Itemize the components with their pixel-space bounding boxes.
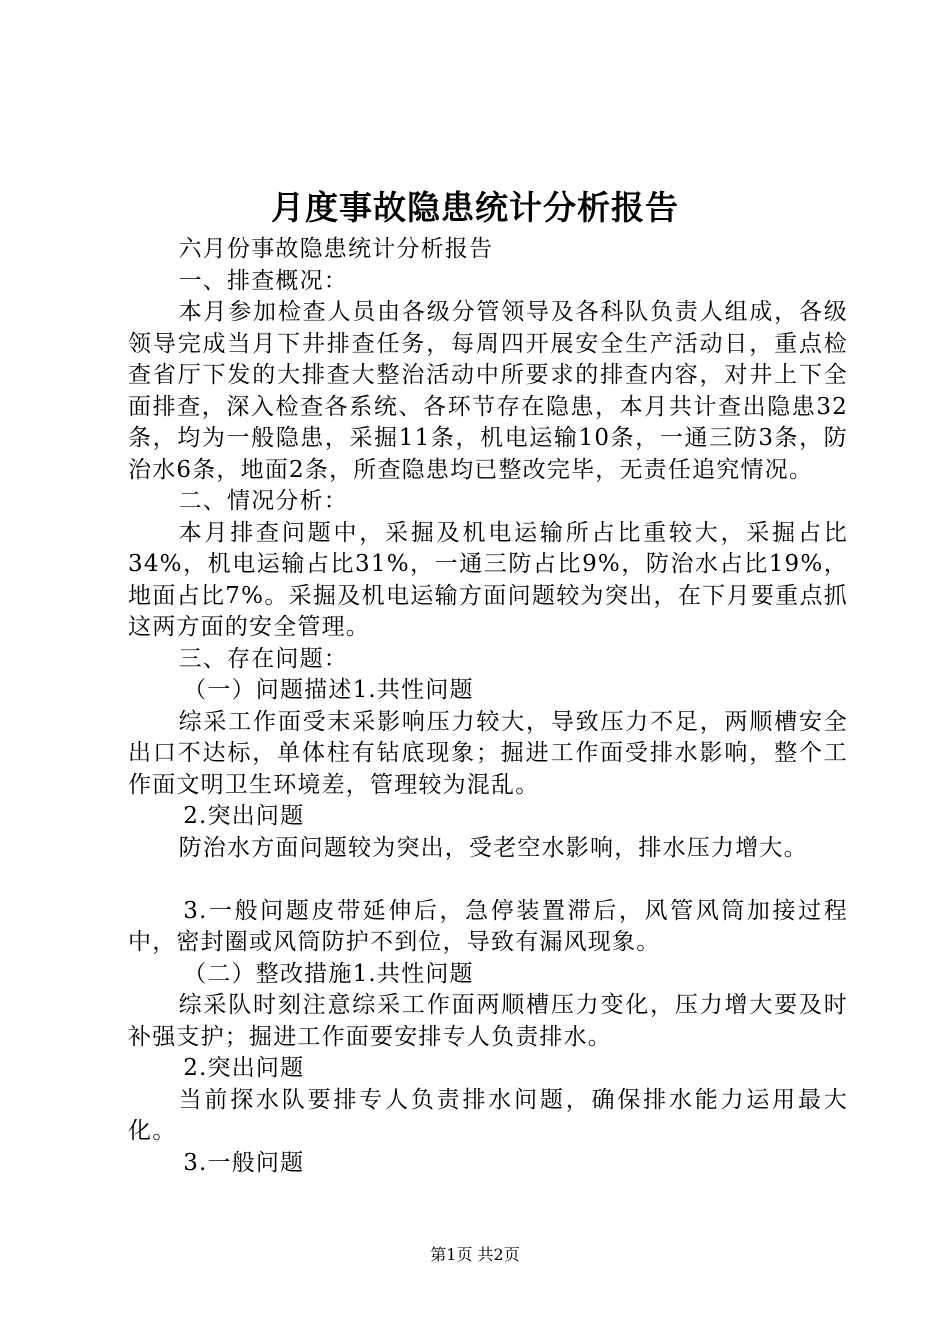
report-subtitle: 六月份事故隐患统计分析报告 [178, 236, 494, 262]
paragraph-prominent-measures: 当前探水队要排专人负责排水问题，确保排水能力运用最大化。 [128, 1086, 848, 1144]
paragraph-common-measures: 综采队时刻注意综采工作面两顺槽压力变化，压力增大要及时补强支护；掘进工作面要安排专人负责排水。 [128, 992, 848, 1050]
document-body [128, 234, 848, 1179]
paragraph-overview: 本月参加检查人员由各级分管领导及各科队负责人组成，各级领导完成当月下井排查任务，每周四开展安全生产活动日，重点检查省厅下发的大排查大整治活动中所要求的排查内容，对井上下全面排查，深入检查各系统、各环节存在隐患，本月共计查出隐患32条，均为一般隐患，采掘11条，机电运输10条，一通三防3条，防治水6条，地面2条，所查隐患均已整改完毕，无责任追究情况。 [128, 299, 848, 483]
section-heading-overview: 一、排查概况： [178, 267, 348, 294]
page-number: 第1页 共2页 [430, 1245, 520, 1264]
paragraph-common-problems: 综采工作面受末采影响压力较大，导致压力不足，两顺槽安全出口不达标，单体柱有钻底现象；掘进工作面受排水影响，整个工作面文明卫生环境差，管理较为混乱。 [128, 708, 848, 798]
item-heading-general-measures: 3.一般问题 [183, 1149, 305, 1176]
subsection-rectification-measures: （二）整改措施1.共性问题 [183, 960, 474, 987]
item-heading-prominent-problems: 2.突出问题 [183, 803, 305, 829]
paragraph-analysis: 本月排查问题中，采掘及机电运输所占比重较大，采掘占比34%，机电运输占比31%，一通三防占比9%，防治水占比19%，地面占比7%。采掘及机电运输方面问题较为突出，在下月要重点抓这两方面的安全管理。 [128, 519, 848, 640]
paragraph-prominent-problems: 防治水方面问题较为突出，受老空水影响，排水压力增大。 [178, 834, 808, 861]
blank-line [128, 864, 848, 896]
section-heading-problems: 三、存在问题： [178, 645, 348, 672]
paragraph-general-problems: 3.一般问题皮带延伸后，急停装置滞后，风管风筒加接过程中，密封圈或风筒防护不到位，导致有漏风现象。 [128, 897, 848, 955]
item-heading-prominent-measures: 2.突出问题 [183, 1055, 305, 1081]
document-title: 月度事故隐患统计分析报告 [271, 188, 679, 227]
section-heading-analysis: 二、情况分析： [178, 488, 348, 514]
subsection-problem-description: （一）问题描述1.共性问题 [183, 677, 474, 703]
